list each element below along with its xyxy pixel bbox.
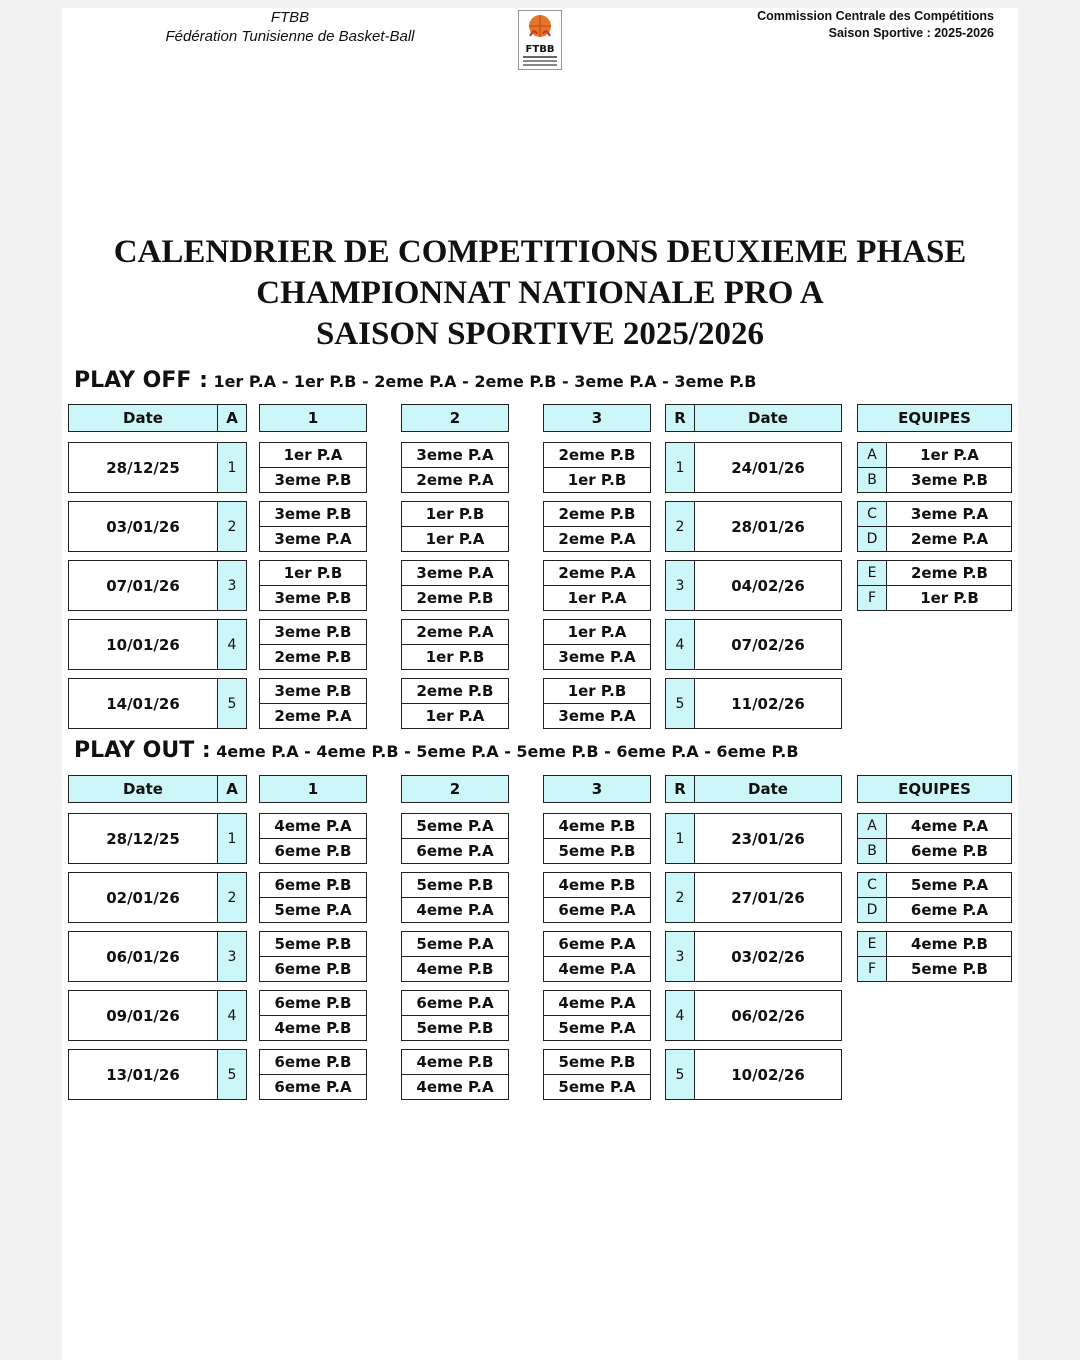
federation-full-name: Fédération Tunisienne de Basket-Ball (165, 28, 415, 45)
round-number: 4 (217, 619, 247, 670)
away-team: 4eme P.A (416, 1078, 494, 1096)
return-round-number: 5 (665, 1049, 695, 1100)
document-title (0, 232, 1080, 355)
team-code: D (858, 898, 886, 922)
header-date: Date (68, 775, 218, 803)
federation-short-name: FTBB (270, 9, 310, 26)
home-team: 3eme P.B (274, 623, 352, 641)
home-team: 1er P.B (425, 505, 485, 523)
return-round-number: 2 (665, 872, 695, 923)
game-2-matchup (401, 872, 509, 923)
header-a: A (217, 775, 247, 803)
equipes-code-divider (886, 561, 887, 610)
away-team: 2eme P.B (274, 648, 352, 666)
away-team: 5eme P.A (558, 1019, 636, 1037)
away-team: 1er P.B (567, 471, 627, 489)
home-team: 4eme P.B (416, 1053, 494, 1071)
federation-header (140, 8, 440, 46)
round-number: 1 (217, 442, 247, 493)
team-code: C (858, 502, 886, 526)
home-team: 1er P.B (567, 682, 627, 700)
home-team: 6eme P.B (274, 876, 352, 894)
home-team: 3eme P.B (274, 682, 352, 700)
away-team: 6eme P.B (274, 960, 352, 978)
commission-header (674, 8, 994, 42)
team-name: 1er P.B (920, 589, 979, 607)
playout-section-title (74, 738, 799, 763)
home-team: 6eme P.A (416, 994, 494, 1012)
round-number: 2 (217, 501, 247, 552)
round-number: 2 (217, 872, 247, 923)
away-team: 2eme P.B (416, 589, 494, 607)
game-2-matchup (401, 560, 509, 611)
away-team: 1er P.A (567, 589, 627, 607)
game-3-matchup (543, 501, 651, 552)
round-date: 09/01/26 (68, 990, 218, 1041)
away-team: 6eme P.A (416, 842, 494, 860)
home-team: 2eme P.A (416, 623, 494, 641)
away-team: 3eme P.B (274, 471, 352, 489)
home-team: 5eme P.B (416, 876, 494, 894)
header-game-1: 1 (259, 775, 367, 803)
header-return-date: Date (694, 404, 842, 432)
away-team: 4eme P.A (416, 901, 494, 919)
away-team: 1er P.A (425, 707, 485, 725)
game-1-matchup (259, 501, 367, 552)
away-team: 6eme P.A (274, 1078, 352, 1096)
game-1-matchup (259, 990, 367, 1041)
equipes-group (857, 560, 1012, 611)
away-team: 1er P.A (425, 530, 485, 548)
season-line: Saison Sportive : 2025-2026 (828, 26, 994, 40)
commission-name: Commission Centrale des Compétitions (757, 9, 994, 23)
round-number: 1 (217, 813, 247, 864)
game-1-matchup (259, 619, 367, 670)
equipes-code-divider (886, 814, 887, 863)
header-equipes: EQUIPES (857, 775, 1012, 803)
return-round-number: 2 (665, 501, 695, 552)
round-date: 03/01/26 (68, 501, 218, 552)
header-game-2: 2 (401, 775, 509, 803)
away-team: 3eme P.A (558, 707, 636, 725)
game-1-matchup (259, 442, 367, 493)
team-name: 3eme P.B (910, 471, 988, 489)
header-date: Date (68, 404, 218, 432)
team-code: F (858, 586, 886, 610)
game-2-matchup (401, 813, 509, 864)
equipes-code-divider (886, 932, 887, 981)
game-1-matchup (259, 872, 367, 923)
home-team: 4eme P.B (558, 876, 636, 894)
team-code: B (858, 468, 886, 492)
team-code: A (858, 443, 886, 467)
team-code: C (858, 873, 886, 897)
return-round-number: 4 (665, 619, 695, 670)
return-round-date: 10/02/26 (694, 1049, 842, 1100)
equipes-code-divider (886, 502, 887, 551)
game-3-matchup (543, 678, 651, 729)
home-team: 4eme P.B (558, 817, 636, 835)
away-team: 5eme P.A (274, 901, 352, 919)
away-team: 4eme P.A (558, 960, 636, 978)
round-number: 5 (217, 678, 247, 729)
equipes-group (857, 813, 1012, 864)
game-1-matchup (259, 931, 367, 982)
team-name: 4eme P.B (910, 935, 988, 953)
away-team: 5eme P.A (558, 1078, 636, 1096)
round-date: 06/01/26 (68, 931, 218, 982)
equipes-group (857, 501, 1012, 552)
team-code: B (858, 839, 886, 863)
header-equipes: EQUIPES (857, 404, 1012, 432)
home-team: 2eme P.B (558, 505, 636, 523)
round-number: 4 (217, 990, 247, 1041)
home-team: 6eme P.B (274, 994, 352, 1012)
home-team: 6eme P.A (558, 935, 636, 953)
equipes-group (857, 442, 1012, 493)
game-2-matchup (401, 990, 509, 1041)
game-2-matchup (401, 619, 509, 670)
home-team: 2eme P.B (558, 446, 636, 464)
team-name: 6eme P.B (910, 842, 988, 860)
team-name: 5eme P.A (910, 876, 989, 894)
return-round-date: 28/01/26 (694, 501, 842, 552)
home-team: 4eme P.A (558, 994, 636, 1012)
return-round-number: 5 (665, 678, 695, 729)
logo-text: FTBB (525, 44, 555, 55)
away-team: 3eme P.B (274, 589, 352, 607)
home-team: 1er P.B (283, 564, 343, 582)
return-round-date: 03/02/26 (694, 931, 842, 982)
equipes-code-divider (886, 443, 887, 492)
away-team: 4eme P.B (416, 960, 494, 978)
game-3-matchup (543, 931, 651, 982)
home-team: 5eme P.A (416, 817, 494, 835)
away-team: 6eme P.B (274, 842, 352, 860)
header-r: R (665, 404, 695, 432)
home-team: 4eme P.A (274, 817, 352, 835)
return-round-date: 06/02/26 (694, 990, 842, 1041)
return-round-date: 24/01/26 (694, 442, 842, 493)
game-3-matchup (543, 560, 651, 611)
home-team: 1er P.A (283, 446, 343, 464)
away-team: 2eme P.A (558, 530, 636, 548)
return-round-date: 07/02/26 (694, 619, 842, 670)
game-2-matchup (401, 442, 509, 493)
section-label: PLAY OUT : (74, 738, 211, 763)
round-date: 14/01/26 (68, 678, 218, 729)
header-a: A (217, 404, 247, 432)
return-round-date: 27/01/26 (694, 872, 842, 923)
ftbb-logo (518, 10, 562, 70)
game-2-matchup (401, 501, 509, 552)
home-team: 5eme P.B (274, 935, 352, 953)
title-line-3: SAISON SPORTIVE 2025/2026 (315, 316, 765, 352)
round-date: 02/01/26 (68, 872, 218, 923)
return-round-number: 3 (665, 931, 695, 982)
home-team: 1er P.A (567, 623, 627, 641)
game-1-matchup (259, 560, 367, 611)
game-3-matchup (543, 813, 651, 864)
return-round-number: 1 (665, 442, 695, 493)
round-number: 5 (217, 1049, 247, 1100)
away-team: 5eme P.B (558, 842, 636, 860)
game-1-matchup (259, 678, 367, 729)
home-team: 6eme P.B (274, 1053, 352, 1071)
section-label: PLAY OFF : (74, 368, 208, 393)
team-name: 1er P.A (920, 446, 979, 464)
home-team: 3eme P.A (416, 446, 494, 464)
title-line-1: CALENDRIER DE COMPETITIONS DEUXIEME PHASE (113, 234, 967, 270)
away-team: 2eme P.A (416, 471, 494, 489)
home-team: 5eme P.B (558, 1053, 636, 1071)
title-line-2: CHAMPIONNAT NATIONALE PRO A (256, 275, 824, 311)
game-3-matchup (543, 1049, 651, 1100)
return-round-number: 1 (665, 813, 695, 864)
team-name: 3eme P.A (910, 505, 989, 523)
team-code: F (858, 957, 886, 981)
section-teams: 1er P.A - 1er P.B - 2eme P.A - 2eme P.B - 3eme P.A - 3eme P.B (207, 372, 757, 391)
return-round-date: 11/02/26 (694, 678, 842, 729)
team-code: A (858, 814, 886, 838)
away-team: 3eme P.A (274, 530, 352, 548)
round-date: 10/01/26 (68, 619, 218, 670)
round-date: 28/12/25 (68, 442, 218, 493)
home-team: 3eme P.A (416, 564, 494, 582)
return-round-date: 23/01/26 (694, 813, 842, 864)
away-team: 1er P.B (425, 648, 485, 666)
game-1-matchup (259, 813, 367, 864)
team-code: E (858, 932, 886, 956)
round-date: 07/01/26 (68, 560, 218, 611)
home-team: 3eme P.B (274, 505, 352, 523)
home-team: 2eme P.B (416, 682, 494, 700)
header-return-date: Date (694, 775, 842, 803)
team-name: 5eme P.B (910, 960, 988, 978)
equipes-group (857, 931, 1012, 982)
home-team: 2eme P.A (558, 564, 636, 582)
round-number: 3 (217, 931, 247, 982)
playoff-section-title (74, 368, 757, 393)
away-team: 3eme P.A (558, 648, 636, 666)
team-name: 4eme P.A (910, 817, 989, 835)
game-2-matchup (401, 931, 509, 982)
team-code: D (858, 527, 886, 551)
header-game-1: 1 (259, 404, 367, 432)
team-name: 2eme P.B (910, 564, 988, 582)
home-team: 5eme P.A (416, 935, 494, 953)
away-team: 4eme P.B (274, 1019, 352, 1037)
game-2-matchup (401, 678, 509, 729)
header-game-2: 2 (401, 404, 509, 432)
header-r: R (665, 775, 695, 803)
away-team: 2eme P.A (274, 707, 352, 725)
game-3-matchup (543, 990, 651, 1041)
equipes-code-divider (886, 873, 887, 922)
game-3-matchup (543, 442, 651, 493)
round-number: 3 (217, 560, 247, 611)
return-round-number: 3 (665, 560, 695, 611)
return-round-date: 04/02/26 (694, 560, 842, 611)
equipes-group (857, 872, 1012, 923)
round-date: 13/01/26 (68, 1049, 218, 1100)
team-name: 6eme P.A (910, 901, 989, 919)
team-name: 2eme P.A (910, 530, 989, 548)
round-date: 28/12/25 (68, 813, 218, 864)
header-game-3: 3 (543, 775, 651, 803)
away-team: 5eme P.B (416, 1019, 494, 1037)
game-3-matchup (543, 872, 651, 923)
return-round-number: 4 (665, 990, 695, 1041)
team-code: E (858, 561, 886, 585)
game-2-matchup (401, 1049, 509, 1100)
header-game-3: 3 (543, 404, 651, 432)
game-1-matchup (259, 1049, 367, 1100)
section-teams: 4eme P.A - 4eme P.B - 5eme P.A - 5eme P.B - 6eme P.A - 6eme P.B (210, 742, 799, 761)
game-3-matchup (543, 619, 651, 670)
away-team: 6eme P.A (558, 901, 636, 919)
